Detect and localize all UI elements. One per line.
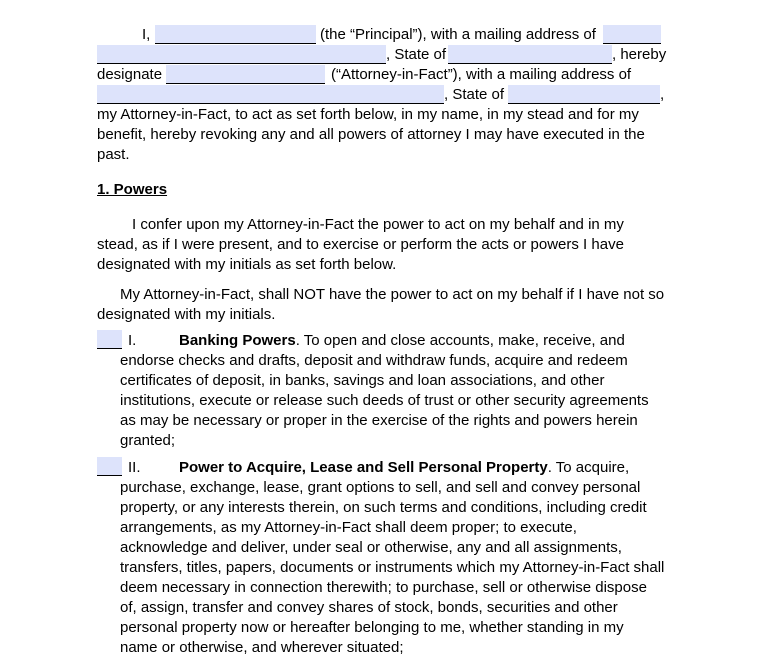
intro-line-7: past. — [97, 146, 130, 163]
aif-suffix-text: (“Attorney-in-Fact”), with a mailing address of — [331, 66, 632, 83]
power-line: purchase, exchange, lease, grant options to sell, and sell and convey personal — [120, 479, 641, 496]
state-label-2: , State of — [444, 86, 505, 103]
power-first-rest: . To acquire, — [547, 459, 630, 476]
paragraph-line: stead, as if I were present, and to exercise or perform the acts or powers I have — [97, 236, 624, 253]
paragraph-line: I confer upon my Attorney-in-Fact the power to act on my behalf and in my — [132, 216, 624, 233]
power-title: Banking Powers — [179, 332, 296, 349]
initials-field-personal-property[interactable] — [97, 457, 122, 476]
power-line: deem necessary in connection therewith; to purchase, sell or otherwise dispose — [120, 579, 647, 596]
principal-suffix-text: (the “Principal”), with a mailing address of — [320, 26, 596, 43]
power-line: acknowledge and deliver, under seal or otherwise, any and all assignments, — [120, 539, 622, 556]
power-line: of, assign, transfer and convey shares of stock, bonds, securities and other — [120, 599, 618, 616]
power-line: granted; — [120, 432, 176, 449]
power-line: endorse checks and drafts, deposit and withdraw funds, acquire and redeem — [120, 352, 628, 369]
power-numeral: I. — [128, 332, 137, 349]
attorney-address-field[interactable] — [97, 85, 444, 104]
state-label-1: , State of — [386, 46, 447, 63]
power-first-line — [179, 458, 629, 478]
power-first-rest: . To open and close accounts, make, receive, and — [295, 332, 625, 349]
power-line: name or otherwise, and wherever situated; — [120, 639, 404, 656]
paragraph-line: designated with my initials as set forth below. — [97, 256, 397, 273]
power-line: property, or any interests therein, on such terms and conditions, including credit — [120, 499, 647, 516]
paragraph-line: designated with my initials. — [97, 306, 276, 323]
power-line: transfers, titles, papers, documents or instruments which my Attorney-in-Fact shall — [120, 559, 665, 576]
hereby-text: , hereby — [612, 46, 667, 63]
power-line: personal property now or hereafter belonging to me, whether standing in my — [120, 619, 624, 636]
power-first-line — [179, 331, 625, 351]
attorney-name-field[interactable] — [166, 65, 325, 84]
designate-text: designate — [97, 66, 163, 83]
power-title: Power to Acquire, Lease and Sell Personal Property — [179, 459, 548, 476]
principal-state-field[interactable] — [448, 45, 612, 64]
power-line: institutions, execute or release such deeds of trust or other security agreements — [120, 392, 649, 409]
initials-field-banking[interactable] — [97, 330, 122, 349]
intro-line-6: benefit, hereby revoking any and all powers of attorney I may have executed in the — [97, 126, 645, 143]
principal-address-field[interactable] — [97, 45, 386, 64]
paragraph-line: My Attorney-in-Fact, shall NOT have the power to act on my behalf if I have not so — [120, 286, 665, 303]
power-line: arrangements, as my Attorney-in-Fact shall deem proper; to execute, — [120, 519, 577, 536]
principal-address-field-start[interactable] — [603, 25, 661, 44]
principal-name-field[interactable] — [155, 25, 316, 44]
attorney-state-field[interactable] — [508, 85, 660, 104]
section-heading-powers: 1. Powers — [97, 181, 168, 198]
power-line: certificates of deposit, in banks, savings and loan associations, and other — [120, 372, 605, 389]
comma-text: , — [660, 86, 665, 103]
power-line: as may be necessary or proper in the exercise of the rights and powers herein — [120, 412, 638, 429]
intro-line-5: my Attorney-in-Fact, to act as set forth below, in my name, in my stead and for my — [97, 106, 639, 123]
intro-i-label: I, — [142, 26, 151, 43]
power-numeral: II. — [128, 459, 141, 476]
